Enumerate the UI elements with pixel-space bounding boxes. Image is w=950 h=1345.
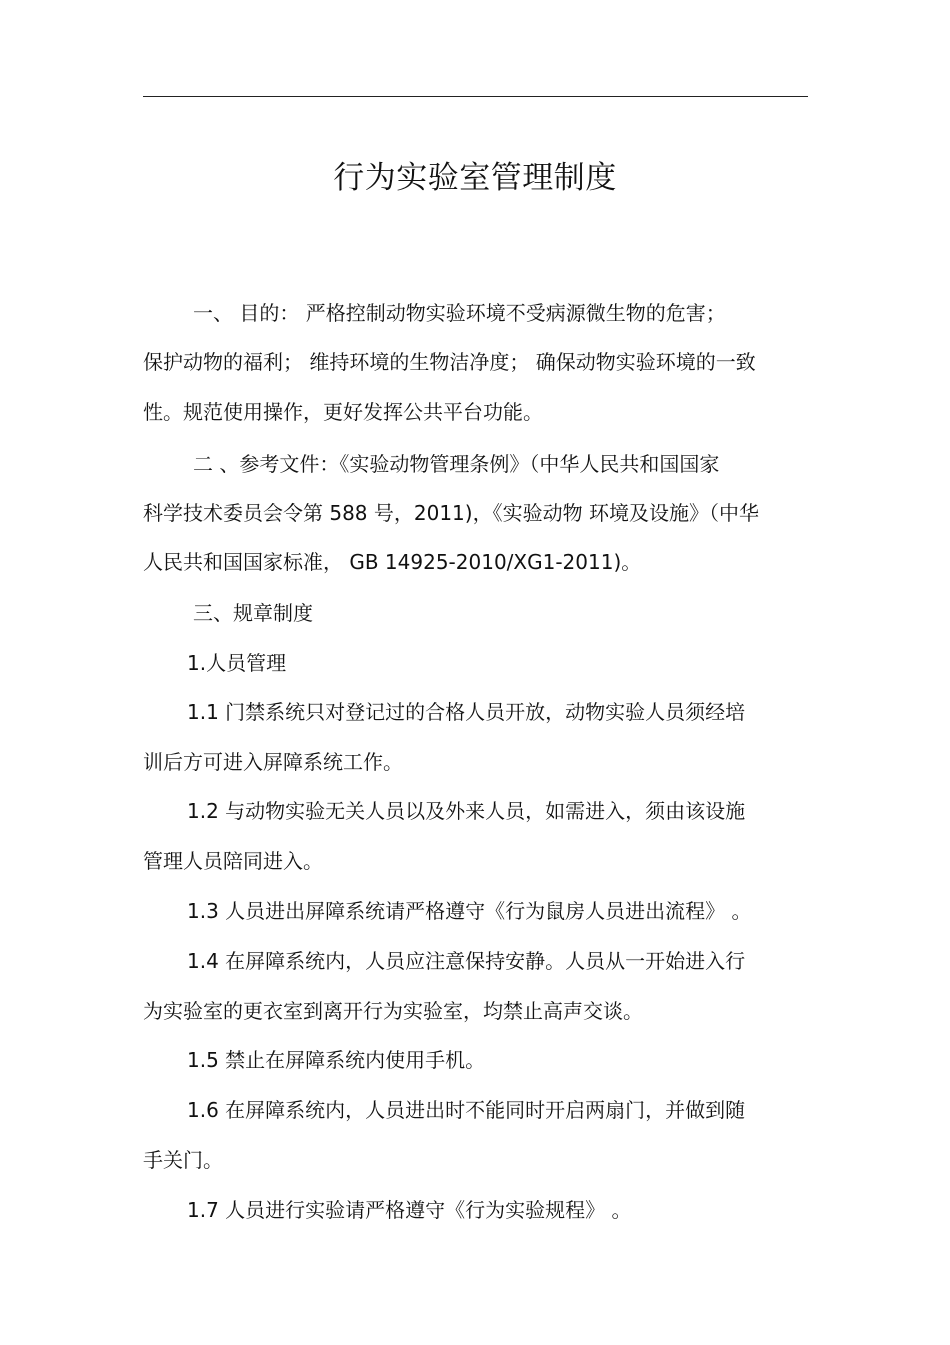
paragraph-line: 管理人员陪同进入。 [143, 849, 323, 873]
paragraph-line: 二 、参考文件：《实验动物管理条例》（中华人民共和国国家 [193, 452, 720, 476]
document-title: 行为实验室管理制度 [333, 160, 617, 196]
paragraph-line: 1.2 与动物实验无关人员以及外来人员，如需进入，须由该设施 [187, 799, 746, 823]
header-rule [143, 96, 808, 97]
paragraph-line: 1.7 人员进行实验请严格遵守《行为实验规程》 。 [187, 1198, 632, 1222]
paragraph-line: 1.3 人员进出屏障系统请严格遵守《行为鼠房人员进出流程》 。 [187, 899, 752, 923]
paragraph-line: 一、 目的： 严格控制动物实验环境不受病源微生物的危害； [193, 301, 726, 325]
section-heading: 三、规章制度 [193, 601, 313, 625]
paragraph-line: 为实验室的更衣室到离开行为实验室，均禁止高声交谈。 [143, 999, 643, 1023]
paragraph-line: 1.1 门禁系统只对登记过的合格人员开放，动物实验人员须经培 [187, 700, 746, 724]
paragraph-line: 保护动物的福利； 维持环境的生物洁净度； 确保动物实验环境的一致 [143, 350, 756, 374]
paragraph-line: 1.6 在屏障系统内，人员进出时不能同时开启两扇门，并做到随 [187, 1098, 746, 1122]
paragraph-line: 手关门。 [143, 1148, 223, 1172]
paragraph-line: 科学技术委员会令第 588 号，2011)，《实验动物 环境及设施》（中华 [143, 501, 759, 525]
paragraph-line: 1.5 禁止在屏障系统内使用手机。 [187, 1048, 486, 1072]
paragraph-line: 训后方可进入屏障系统工作。 [143, 750, 403, 774]
subsection-heading: 1.人员管理 [187, 651, 287, 675]
paragraph-line: 性。规范使用操作，更好发挥公共平台功能。 [143, 400, 543, 424]
paragraph-line: 人民共和国国家标准， GB 14925-2010/XG1-2011)。 [143, 550, 642, 574]
paragraph-line: 1.4 在屏障系统内，人员应注意保持安静。人员从一开始进入行 [187, 949, 746, 973]
